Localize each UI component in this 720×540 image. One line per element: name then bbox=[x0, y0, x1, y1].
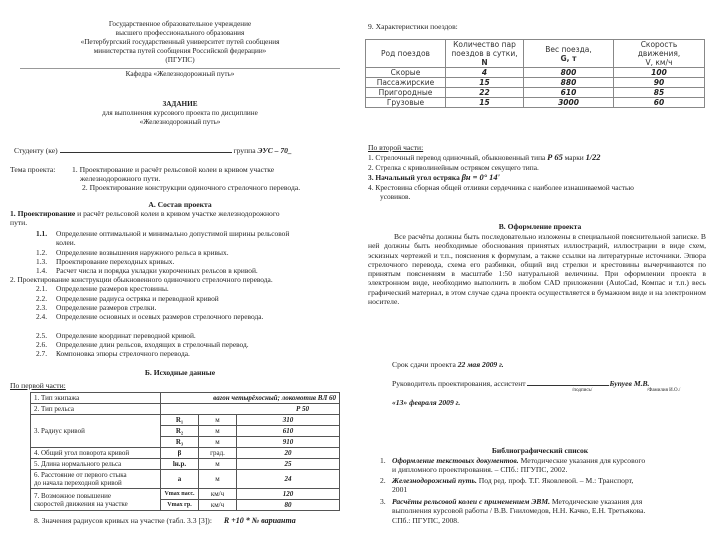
part-two-label: По второй части: bbox=[368, 143, 424, 152]
list-item: 2.7. Компоновка эпюры стрелочного перевода. bbox=[36, 349, 190, 358]
section-a-part2: 2. Проектирование конструкции обыкновенного одиночного стрелочного перевода. bbox=[10, 275, 273, 284]
department: Кафедра «Железнодорожный путь» bbox=[125, 70, 235, 78]
assignment-title: ЗАДАНИЕ bbox=[162, 100, 198, 108]
deadline-line bbox=[392, 360, 504, 369]
label-line: до начала переходной кривой bbox=[34, 479, 122, 487]
cell-value: 120 bbox=[237, 489, 340, 500]
list-item: 2.4. Определение основных и осевых размеров стрелочного перевода. bbox=[36, 312, 264, 321]
list-item: 2.1. Определение размеров крестовины. bbox=[36, 284, 169, 293]
signature-field[interactable] bbox=[527, 378, 609, 386]
cell-unit: км/ч bbox=[199, 500, 237, 511]
train-type: Скорые bbox=[366, 68, 446, 78]
label-line: 7. Возможное повышение bbox=[34, 491, 111, 500]
header-line: высшего профессионального образования bbox=[115, 29, 245, 37]
list-item: 1.4. Расчет числа и порядка укладки укороченных рельсов в кривой. bbox=[36, 266, 258, 275]
initial-data-table bbox=[30, 392, 340, 511]
radius-note bbox=[34, 516, 296, 525]
assignment-discipline: «Железнодорожный путь» bbox=[139, 118, 221, 126]
train-pairs: 15 bbox=[446, 98, 524, 108]
list-item: 2. Стрелка с криволинейным остряком секущего типа. bbox=[368, 163, 539, 172]
cell-unit: м bbox=[199, 470, 237, 489]
train-speed: 90 bbox=[614, 78, 705, 88]
train-pairs: 22 bbox=[446, 88, 524, 98]
cell-unit: м bbox=[199, 415, 237, 426]
bibliography-item: 3. Расчёты рельсовой колеи с применением ЭВМ. Методические указания для выполнения курсовой работы / В.В. Гниломедов, Н.Н. Качко, Е.Н. Третьякова. СПб.: ПГУПС, 2008. bbox=[380, 497, 646, 525]
cell-value: вагон четырёхосный; локомотив ВЛ 60 bbox=[161, 393, 340, 404]
train-pairs: 15 bbox=[446, 78, 524, 88]
student-name-field[interactable] bbox=[60, 145, 232, 153]
header-line: министерства путей сообщения Российской федерации» bbox=[93, 47, 267, 55]
cell-value: 910 bbox=[237, 437, 340, 448]
list-item: 1.2. Определение возвышения наружного рельса в кривых. bbox=[36, 248, 229, 257]
header-line: Государственное образовательное учреждение bbox=[108, 20, 252, 28]
cell-label: 5. Длина нормального рельса bbox=[31, 459, 161, 470]
header-divider bbox=[20, 68, 340, 69]
group-label: группа bbox=[233, 146, 256, 155]
cell-unit: м bbox=[199, 459, 237, 470]
header-cell: Вес поезда, G, т bbox=[524, 40, 614, 68]
topic-line: 2. Проектирование конструкции одиночного стрелочного перевода. bbox=[82, 183, 301, 192]
train-weight: 880 bbox=[524, 78, 614, 88]
train-speed: 85 bbox=[614, 88, 705, 98]
train-pairs: 4 bbox=[446, 68, 524, 78]
trains-title: 9. Характеристики поездов: bbox=[368, 22, 458, 31]
part1-bold: 1. Проектирование bbox=[10, 209, 76, 218]
topic-line: железнодорожного пути. bbox=[80, 174, 161, 183]
section-v-body: Все расчёты должны быть последовательно изложены в специальной пояснительной записке. В ней должны быть необходимые обоснования принятых иллюстраций, иллюстрации в виде схем, эскизных чертежей и т.п., пояснения к формулам, а также ссылки на литературные источники. Эпюра стрелочного перевода, схема его разбивки, общий вид стрелки и крестовины вычерчиваются по принятым пояснениям в масштабе 1:50 натуральной величины. При оформлении проекта в электронном виде, необходимо выполнить в любом CAD приложении (AutoCad, Компас и т.п.) весь графический материал, в этом случае сдача проекта осуществляется в бумажном виде и на электронном носителе. bbox=[368, 232, 706, 307]
deadline-label: Срок сдачи проекта bbox=[392, 360, 458, 369]
cell-label: 4. Общий угол поворота кривой bbox=[31, 448, 161, 459]
institution-header bbox=[0, 20, 360, 65]
list-item: 2.5. Определение координат переводной кривой. bbox=[36, 331, 196, 340]
train-weight: 3000 bbox=[524, 98, 614, 108]
header-cell: Количество пар поездов в сутки, N bbox=[446, 40, 524, 68]
cell-unit: м bbox=[199, 426, 237, 437]
cell-value: 25 bbox=[237, 459, 340, 470]
table-header-row bbox=[366, 40, 705, 68]
trains-table bbox=[365, 39, 705, 108]
cell-value: 310 bbox=[237, 415, 340, 426]
assignment-block bbox=[0, 100, 360, 127]
student-line bbox=[14, 145, 354, 155]
sign-date: «13» февраля 2009 г. bbox=[392, 398, 461, 407]
topic-label: Тема проекта: bbox=[10, 165, 56, 174]
table-row bbox=[31, 404, 340, 415]
header-line: «Петербургский государственный университет путей сообщения bbox=[80, 38, 280, 46]
cell-value: 610 bbox=[237, 426, 340, 437]
cell-label bbox=[31, 470, 161, 489]
bibliography-item: 2. Железнодорожный путь. Под ред. проф. Т.Г. Яковлевой. – М.: Транспорт, 2001 bbox=[380, 476, 634, 495]
radius-note-label: 8. Значения радиусов кривых на участке (табл. 3.3 [3]): bbox=[34, 516, 212, 525]
table-row bbox=[31, 470, 340, 489]
right-page bbox=[360, 0, 720, 540]
section-a-part1-cont: пути. bbox=[10, 218, 28, 227]
cell-symbol: lн.р. bbox=[161, 459, 199, 470]
cell-symbol: β bbox=[161, 448, 199, 459]
student-label: Студенту (ке) bbox=[14, 146, 58, 155]
table-row bbox=[366, 78, 705, 88]
cell-label bbox=[31, 489, 161, 511]
label-line: скоростей движения на участке bbox=[34, 499, 128, 508]
cell-value: 20 bbox=[237, 448, 340, 459]
cell-symbol: Vmax гр. bbox=[161, 500, 199, 511]
list-item: 4. Крестовина сборная общей отливки сердечника с наиболее изнашиваемой частью bbox=[368, 183, 634, 192]
section-a-part1 bbox=[10, 209, 280, 218]
list-item: 3. Начальный угол остряка βн = 0° 14' bbox=[368, 173, 500, 182]
train-speed: 60 bbox=[614, 98, 705, 108]
signature-caption: /подпись/ bbox=[572, 388, 593, 393]
train-type: Пригородные bbox=[366, 88, 446, 98]
supervisor-label: Руководитель проектирования, ассистент bbox=[392, 379, 526, 388]
section-v-title: В. Оформление проекта bbox=[498, 222, 582, 231]
table-row bbox=[31, 448, 340, 459]
list-item: 1.3. Проектирование переходных кривых. bbox=[36, 257, 175, 266]
list-item: 2.3. Определение размеров стрелки. bbox=[36, 303, 157, 312]
cell-value: 24 bbox=[237, 470, 340, 489]
table-row bbox=[366, 88, 705, 98]
train-weight: 800 bbox=[524, 68, 614, 78]
section-b-title: Б. Исходные данные bbox=[144, 368, 216, 377]
section-a-title: А. Состав проекта bbox=[148, 200, 212, 209]
table-row bbox=[31, 489, 340, 500]
bibliography-item: 1. Оформление текстовых документов. Методические указания для курсового и дипломного проектирования. – СПб.: ПГУПС, 2002. bbox=[380, 456, 646, 475]
assignment-subtitle: для выполнения курсового проекта по дисциплине bbox=[102, 109, 258, 117]
part1-rest: и расчёт рельсовой колеи в кривом участке железнодорожного bbox=[75, 209, 280, 218]
cell-unit: град. bbox=[199, 448, 237, 459]
label-line: 6. Расстояние от первого стыка bbox=[34, 471, 127, 479]
header-cell: Скорость движения, V, км/ч bbox=[614, 40, 705, 68]
table-row bbox=[31, 415, 340, 426]
group-value: ЭУС – 70_ bbox=[257, 146, 292, 155]
cell-unit: км/ч bbox=[199, 489, 237, 500]
cell-unit: м bbox=[199, 437, 237, 448]
table-row bbox=[31, 459, 340, 470]
cell-label: 1. Тип экипажа bbox=[31, 393, 161, 404]
cell-symbol: R₁ bbox=[161, 415, 199, 426]
header-cell: Род поездов bbox=[366, 40, 446, 68]
cell-label: 2. Тип рельса bbox=[31, 404, 161, 415]
cell-symbol: a bbox=[161, 470, 199, 489]
list-item: 2.2. Определение радиуса остряка и переводной кривой bbox=[36, 294, 219, 303]
cell-symbol: Vmax пасс. bbox=[161, 489, 199, 500]
list-item: 1.1. Определение оптимальной и минимально допустимой ширины рельсовой bbox=[36, 229, 290, 238]
name-caption: /Фамилия И.О./ bbox=[647, 388, 681, 393]
radius-note-value: R +10 * № варианта bbox=[223, 516, 296, 525]
cell-label: 3. Радиус кривой bbox=[31, 415, 161, 448]
header-line: (ПГУПС) bbox=[165, 56, 195, 64]
bibliography-title: Библиографический список bbox=[491, 446, 589, 455]
cell-value: 80 bbox=[237, 500, 340, 511]
list-item: колеи. bbox=[56, 238, 76, 247]
table-row bbox=[31, 393, 340, 404]
cell-value: Р 50 bbox=[161, 404, 340, 415]
train-type: Грузовые bbox=[366, 98, 446, 108]
cell-symbol: R₃ bbox=[161, 437, 199, 448]
cell-symbol: R₂ bbox=[161, 426, 199, 437]
topic-line: 1. Проектирование и расчёт рельсовой колеи в кривом участке bbox=[72, 165, 275, 174]
train-weight: 610 bbox=[524, 88, 614, 98]
list-item: усовиков. bbox=[380, 192, 411, 201]
train-speed: 100 bbox=[614, 68, 705, 78]
supervisor-line bbox=[392, 378, 649, 388]
table-row bbox=[366, 68, 705, 78]
table-row bbox=[366, 98, 705, 108]
train-type: Пассажирские bbox=[366, 78, 446, 88]
supervisor-name: Бупуев М.В. bbox=[609, 379, 650, 388]
list-item: 1. Стрелочный перевод одиночный, обыкновенный типа Р 65 марки 1/22 bbox=[368, 153, 601, 162]
deadline-value: 22 мая 2009 г. bbox=[457, 360, 504, 369]
part-one-label: По первой части: bbox=[10, 381, 66, 390]
list-item: 2.6. Определение длин рельсов, входящих в стрелочный перевод. bbox=[36, 340, 249, 349]
